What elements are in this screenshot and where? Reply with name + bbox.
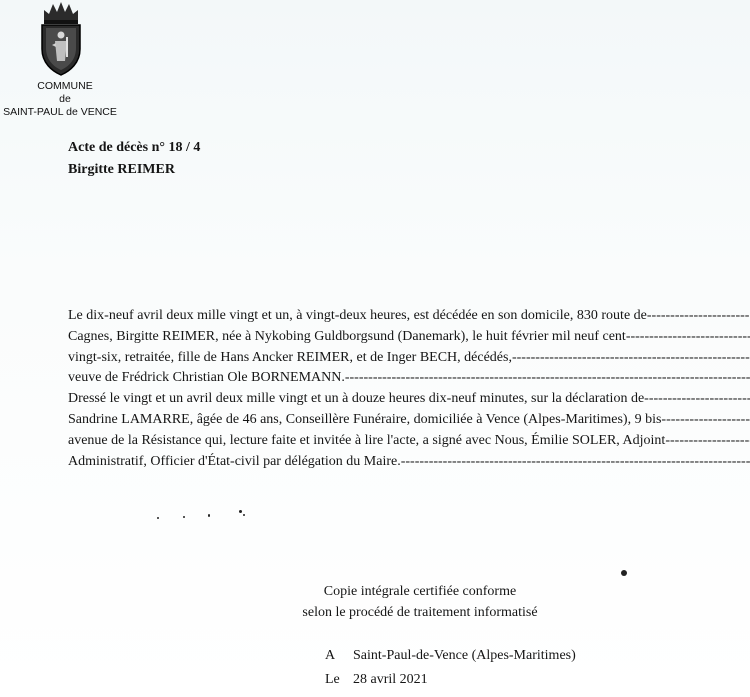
filler-dashes: [401, 452, 750, 473]
certification-block: [250, 581, 590, 623]
scan-speck: [239, 510, 242, 513]
body-line: vingt-six, retraitée, fille de Hans Ancker REIMER, et de Inger BECH, décédés, -----: [68, 348, 750, 369]
filler-dashes: [644, 389, 750, 410]
certification-line-1: Copie intégrale certifiée conforme: [323, 584, 517, 599]
body-line: Le dix-neuf avril deux mille vingt et un, à vingt-deux heures, est décédée en son domicile, 830 route de -----: [68, 306, 750, 327]
scan-speck: [243, 514, 245, 516]
city-crest-icon: [36, 1, 86, 79]
filler-dashes: [647, 306, 750, 327]
place-value: Saint-Paul-de-Vence (Alpes-Maritimes): [353, 648, 576, 663]
place-prefix: A: [325, 648, 336, 663]
body-line: veuve de Frédrick Christian Ole BORNEMANN. -----: [68, 368, 750, 389]
scan-speck: [208, 514, 210, 517]
body-line: Dressé le vingt et un avril deux mille vingt et un à douze heures dix-neuf minutes, sur la déclaration de -----: [68, 389, 750, 410]
act-body: [68, 306, 750, 472]
body-line: Cagnes, Birgitte REIMER, née à Nykobing Guldborgsund (Danemark), le huit février mil neuf cent -----: [68, 327, 750, 348]
issue-date: [325, 670, 428, 690]
filler-dashes: [665, 431, 750, 452]
deceased-name: Birgitte REIMER: [68, 162, 175, 177]
act-title-block: [68, 137, 200, 181]
act-number: Acte de décès n° 18 / 4: [68, 140, 201, 155]
scan-speck: [183, 516, 185, 518]
body-line: Administratif, Officier d'État-civil par délégation du Maire. -----: [68, 452, 750, 473]
commune-header: [0, 80, 130, 119]
certification-line-2: selon le procédé de traitement informatisé: [302, 605, 538, 620]
commune-line-3: SAINT-PAUL de VENCE: [3, 106, 117, 118]
date-prefix: Le: [325, 672, 340, 687]
commune-line-2: de: [59, 93, 71, 105]
issue-place: [325, 646, 576, 666]
scan-speck: [157, 517, 159, 519]
date-value: 28 avril 2021: [353, 672, 428, 687]
filler-dashes: [512, 348, 750, 369]
body-line: Sandrine LAMARRE, âgée de 46 ans, Conseillère Funéraire, domiciliée à Vence (Alpes-Maritimes), 9 bis -----: [68, 410, 750, 431]
scan-speck: [621, 570, 627, 576]
commune-line-1: COMMUNE: [37, 80, 93, 92]
filler-dashes: [661, 410, 750, 431]
body-line: avenue de la Résistance qui, lecture faite et invitée à lire l'acte, a signé avec Nous, Émilie SOLER, Adjoint -----: [68, 431, 750, 452]
filler-dashes: [345, 368, 750, 389]
filler-dashes: [626, 327, 750, 348]
